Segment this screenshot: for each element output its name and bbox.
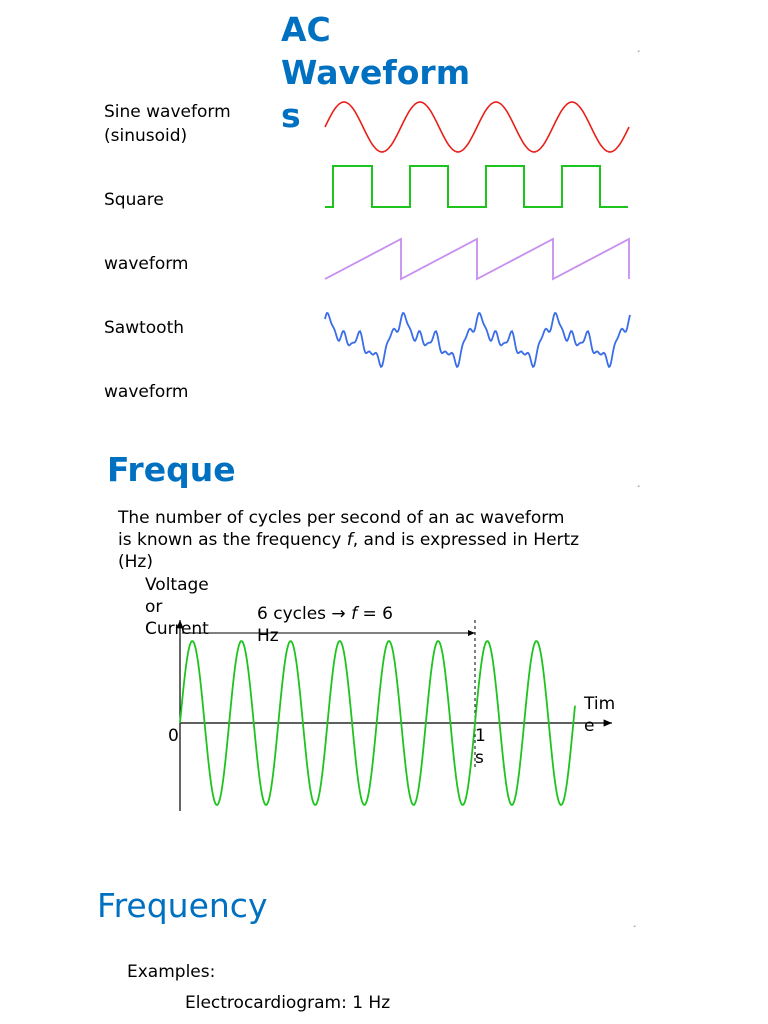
y-label-line-2: or <box>145 597 163 617</box>
definition-line-1: The number of cycles per second of an ac waveform <box>118 508 565 528</box>
origin-label: 0 <box>168 726 179 746</box>
y-label-line-1: Voltage <box>145 575 209 595</box>
x-label-line-2: e <box>584 716 595 736</box>
corner-mark-2: ¸ <box>636 477 641 488</box>
title-line-1: AC <box>281 10 331 49</box>
label-sinusoid: (sinusoid) <box>104 126 188 146</box>
y-label-line-3: Current <box>145 619 209 639</box>
definition-line-3: (Hz) <box>118 552 153 572</box>
definition-line-2a: is known as the frequency <box>118 530 347 550</box>
label-waveform-1: waveform <box>104 254 189 274</box>
label-sine: Sine waveform <box>104 102 231 122</box>
label-waveform-2: waveform <box>104 382 189 402</box>
example-ecg: Electrocardiogram: 1 Hz <box>185 993 391 1013</box>
definition-line-2b: , and is expressed in Hertz <box>352 530 580 550</box>
tick-s: s <box>475 748 484 768</box>
label-square: Square <box>104 190 164 210</box>
annotation-a: 6 cycles → <box>257 604 352 624</box>
annotation-f: f <box>351 604 358 624</box>
corner-mark: ¸ <box>636 42 641 53</box>
slide3-title: Frequency <box>97 886 268 925</box>
annotation-b: = 6 <box>357 604 393 624</box>
examples-label: Examples: <box>127 962 216 982</box>
title-line-2: Waveform <box>281 53 471 92</box>
title-line-3: s <box>281 96 301 135</box>
frequency-symbol: f <box>346 530 353 550</box>
x-label-line-1: Tim <box>584 694 616 714</box>
tick-1: 1 <box>475 726 486 746</box>
annotation-line-2: Hz <box>257 626 279 646</box>
slide2-title: Freque <box>107 450 236 489</box>
label-sawtooth: Sawtooth <box>104 318 185 338</box>
corner-mark-3: ¸ <box>632 917 637 928</box>
